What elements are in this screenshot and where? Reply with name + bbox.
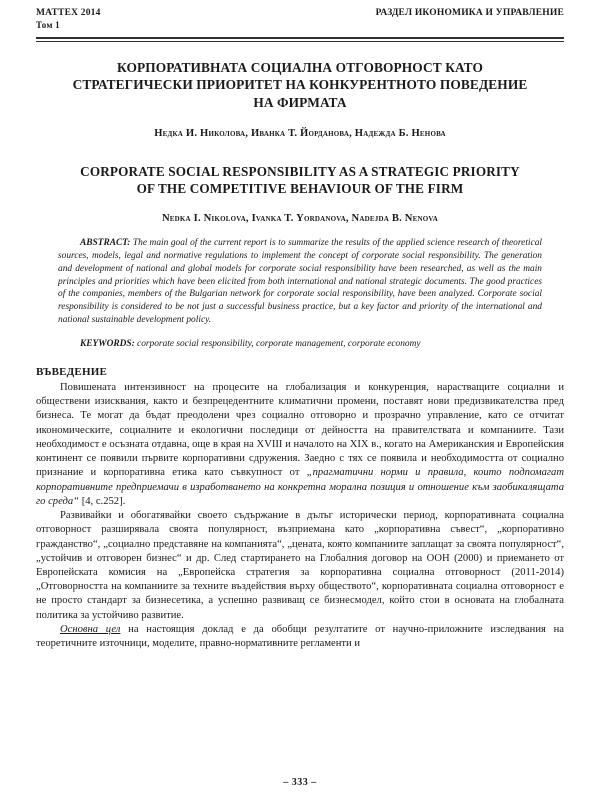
section-label: РАЗДЕЛ ИКОНОМИКА И УПРАВЛЕНИЕ (375, 8, 564, 18)
authors-bulgarian: Недка И. Николова, Иванка Т. Йорданова, Надежда Б. Ненова (154, 127, 446, 139)
paragraph-3-text: на настоящия доклад е да обобщи резултатите от научно-приложните изследвания на теоретичните източници, моделите, правно-нормативните регламенти и (36, 623, 565, 650)
title-english (36, 163, 564, 198)
title-bulgarian-line-2: СТРАТЕГИЧЕСКИ ПРИОРИТЕТ НА КОНКУРЕНТНОТО ПОВЕДЕНИЕ (72, 77, 528, 93)
title-english-line-1: CORPORATE SOCIAL RESPONSIBILITY AS A STRATEGIC PRIORITY (80, 163, 520, 179)
title-english-line-2: OF THE COMPETITIVE BEHAVIOUR OF THE FIRM (136, 181, 464, 197)
keywords-block (58, 338, 542, 351)
abstract-block (58, 237, 542, 327)
title-bulgarian (36, 59, 564, 112)
paragraph-1-quote: „прагматични норми и правила, които подпомагат корпоративните предприемачи в изработването на конкретна морална позиция и отношение към заобикалящата го среда“ (36, 467, 564, 507)
body-paragraph-3 (36, 623, 564, 651)
running-head (36, 8, 564, 31)
abstract-text: The main goal of the current report is to summarize the results of the applied science research of theoretical sources, models, legal and normative regulations to implement the concept of corporate social responsibility. The generation and development of national and global models for corporate social responsibility have been researched, as well as the main principles and priorities which have been elicited from both international and national strategic documents. The good practices of the companies, members of the Bulgarian network for corporate social responsibility, have been analyzed. Corporate social responsibility is considered to be not just a successful business practice, but a key factor and priority of the international and national sustainable development policy. (58, 237, 542, 326)
journal-name: MATTEX 2014 (36, 8, 101, 18)
authors-english: Nedka I. Nikolova, Ivanka T. Yordanova, Nadejda B. Nenova (161, 212, 439, 224)
abstract-label: ABSTRACT: (80, 237, 131, 248)
keywords-label: KEYWORDS: (80, 339, 135, 350)
volume-label: Том 1 (36, 19, 60, 30)
paragraph-1-text-a: Повишената интензивност на процесите на глобализация и конкуренция, нарастващите социални и обществени изисквания, както и безпрецедентните климатични промени, поставят нови предизвикателства пред бизнеса. Те могат да бъдат преодолени чрез социално отговорно и прозрачно управление, като се отчитат икономическите, социалните и екологични последици от дейността на правителствата и компаниите. Тази необходимост е осъзната отдавна, още в края на XVIII и началото на XIX в., когато на Американския и Европейския континент се появили първите корпоративни сдружения. Заедно с тях се появила и необходимостта от социално признание и корпоративна етика като съвкупност от (36, 381, 564, 479)
page-number: – 333 – (283, 777, 317, 788)
body-paragraph-2: Развивайки и обогатявайки своето съдържание в дълъг исторически период, корпоративната социална отговорност разширявала своята популярност, възприемана като „корпоративна съвест“, „корпоративно гражданство“, „социално представяне на компанията“, „цената, която компаниите заплащат за своята популярност“, „устойчив и отговорен бизнес“ и др. След стартирането на Глобалния договор на ООН (2000) и приемането от Европейската комисия на „Европейска стратегия за корпоративна социална отговорност (2011-2014) „Отговорността на компаниите за техните въздействия върху обществото“, корпоративната социална отговорност е не просто стандарт за бизнесетика, а успешно развиващ се бизнесмодел, който стои в основата на глобалната политика за устойчиво развитие. (36, 510, 564, 621)
keywords-text: corporate social responsibility, corporate management, corporate economy (134, 339, 421, 350)
title-bulgarian-line-3: НА ФИРМАТА (253, 94, 347, 110)
header-divider (36, 37, 564, 41)
paragraph-3-lead: Основна цел (60, 623, 121, 635)
body-paragraph-1 (36, 381, 564, 509)
paragraph-1-citation: [4, с.252]. (79, 495, 126, 507)
running-head-left (36, 8, 101, 31)
section-heading-introduction: ВЪВЕДЕНИЕ (36, 365, 107, 378)
title-bulgarian-line-1: КОРПОРАТИВНАТА СОЦИАЛНА ОТГОВОРНОСТ КАТО (116, 59, 484, 75)
